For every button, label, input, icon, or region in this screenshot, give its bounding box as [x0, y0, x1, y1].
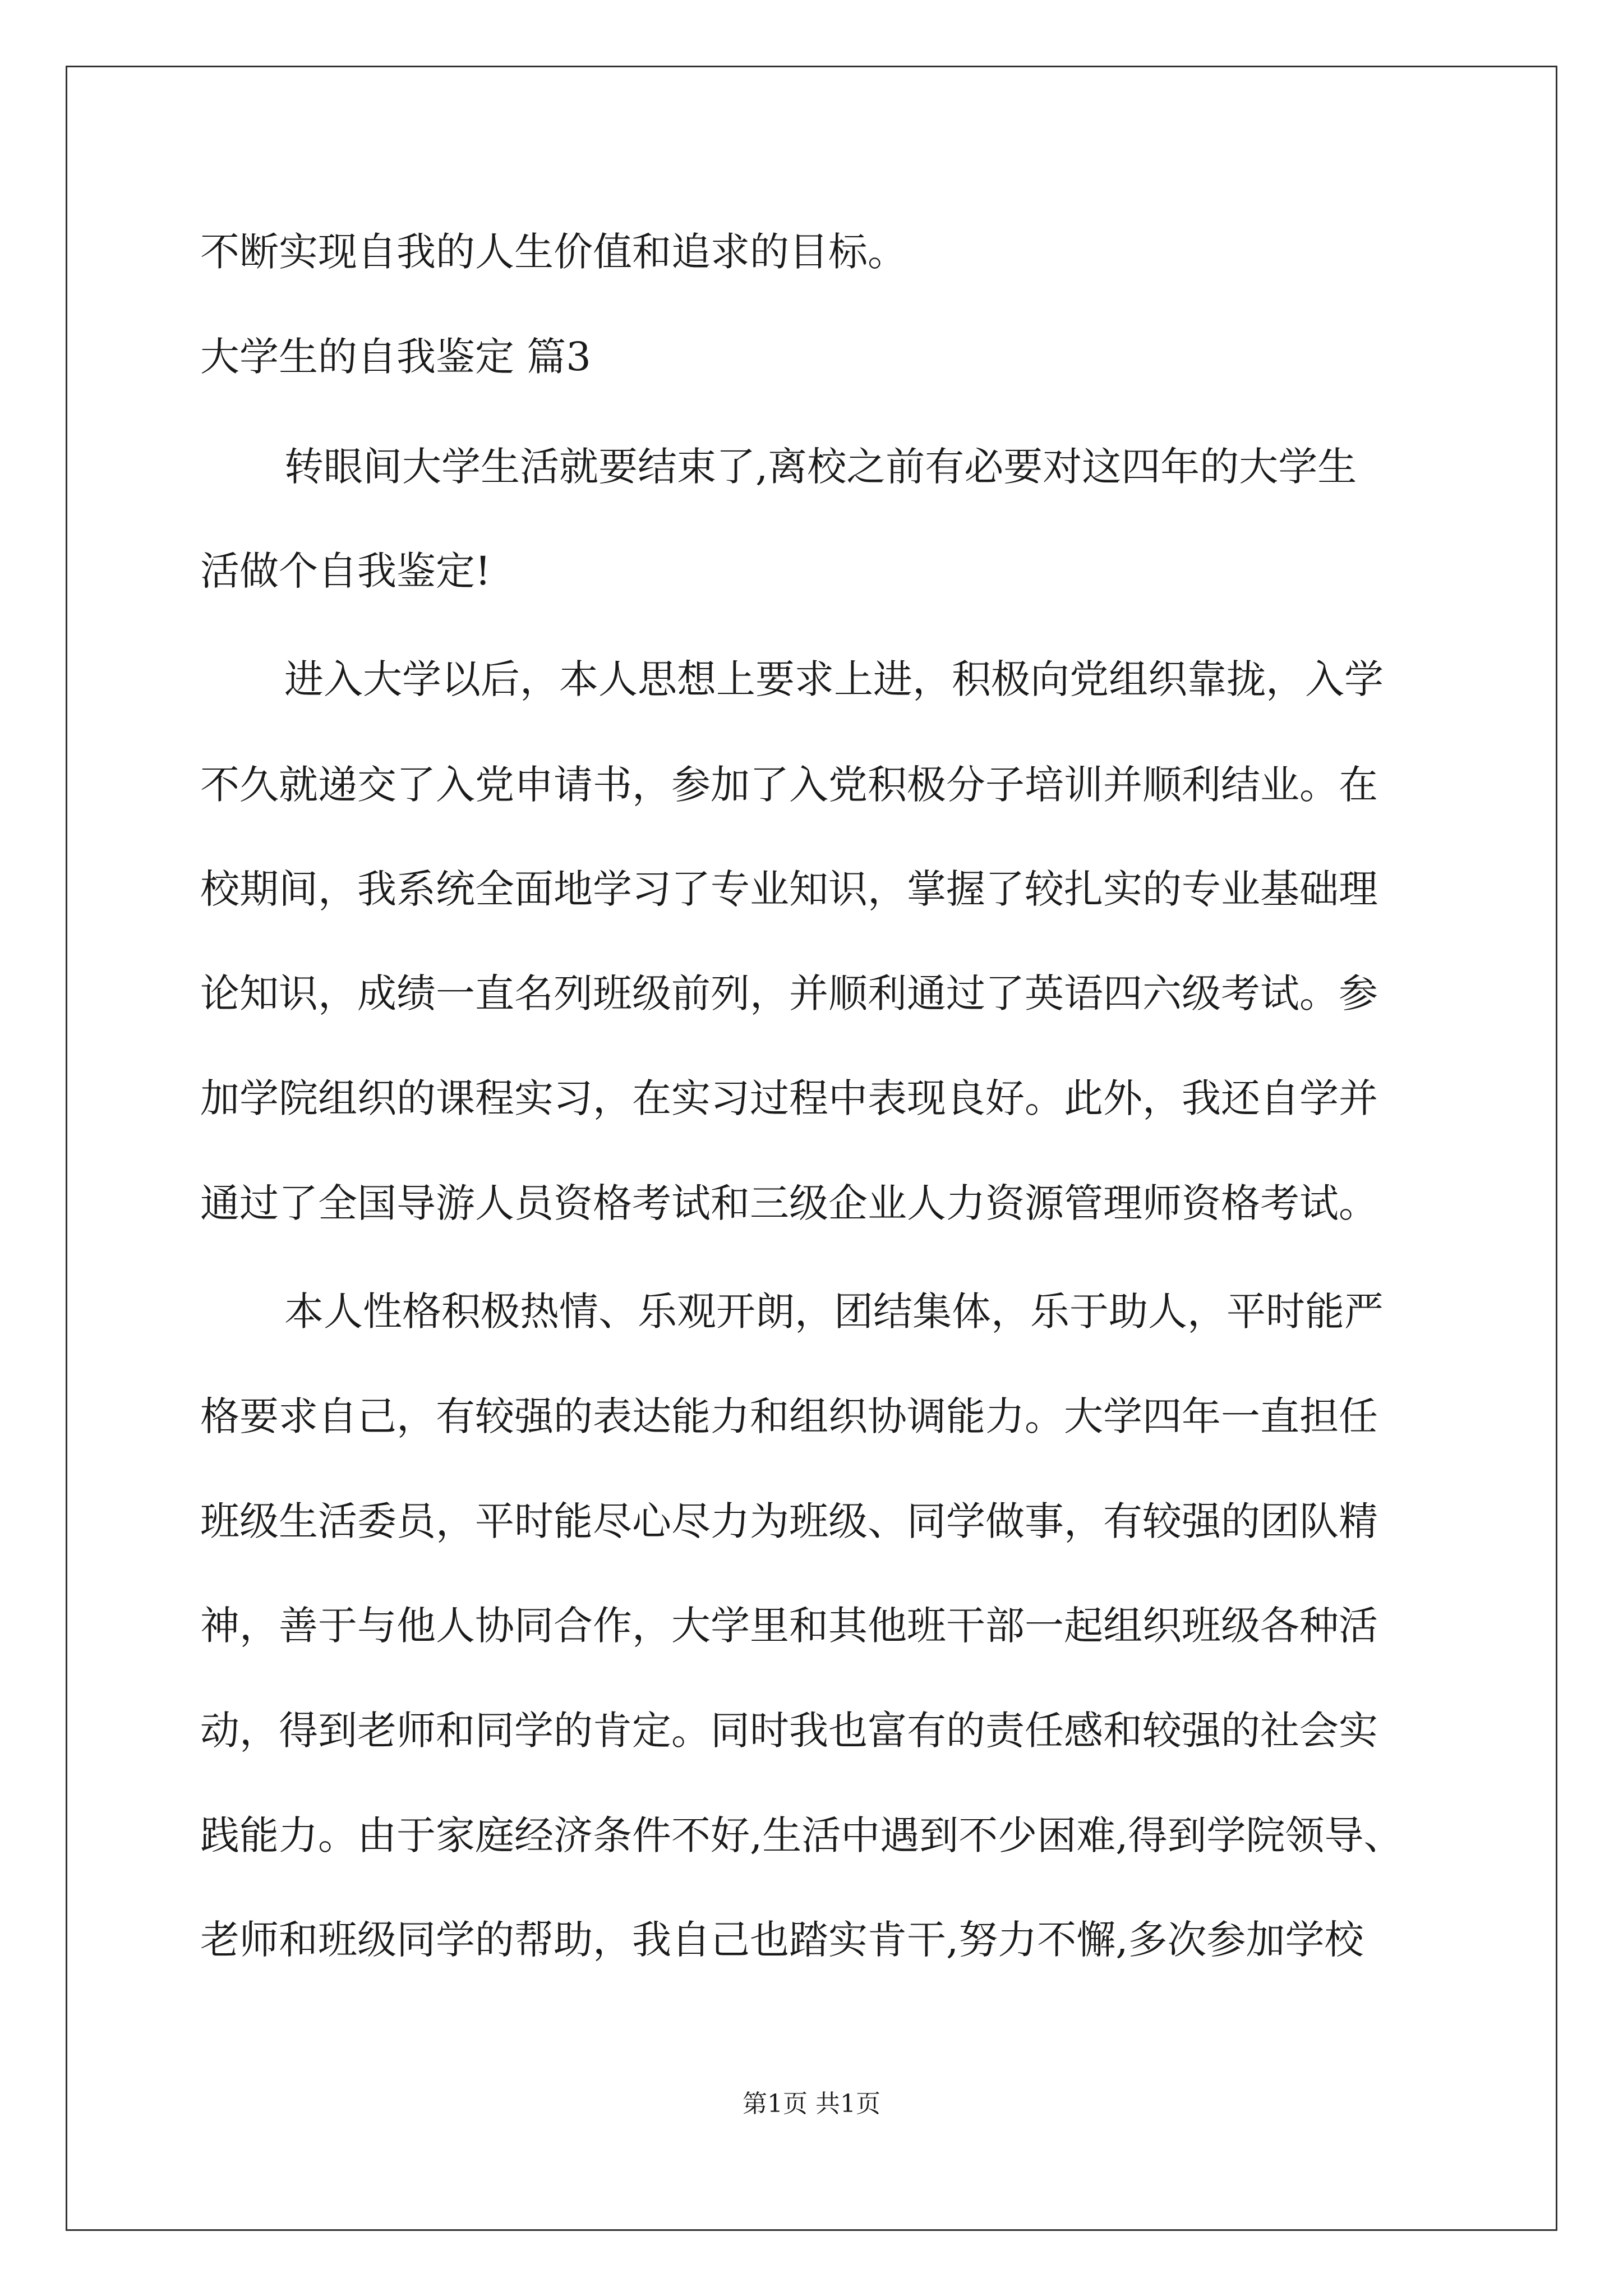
- text-line: 论知识，成绩一直名列班级前列，并顺利通过了英语四六级考试。参: [200, 970, 1378, 1016]
- text-line: 不断实现自我的人生价值和追求的目标。: [200, 229, 907, 275]
- page-number-footer: 第1页 共1页: [743, 2090, 880, 2118]
- text-line: 格要求自己，有较强的表达能力和组织协调能力。大学四年一直担任: [200, 1393, 1378, 1439]
- section-heading: 大学生的自我鉴定 篇3: [200, 334, 591, 380]
- text-line: 活做个自我鉴定!: [200, 548, 491, 594]
- text-line: 进入大学以后，本人思想上要求上进，积极向党组织靠拢，入学: [284, 656, 1384, 702]
- text-line: 加学院组织的课程实习，在实习过程中表现良好。此外，我还自学并: [200, 1075, 1378, 1121]
- text-line: 动，得到老师和同学的肯定。同时我也富有的责任感和较强的社会实: [200, 1708, 1378, 1754]
- text-line: 不久就递交了入党申请书，参加了入党积极分子培训并顺利结业。在: [200, 762, 1378, 808]
- page-border: [66, 66, 1557, 2231]
- text-line: 老师和班级同学的帮助，我自己也踏实肯干,努力不懈,多次参加学校: [200, 1917, 1364, 1963]
- text-line: 转眼间大学生活就要结束了,离校之前有必要对这四年的大学生: [284, 444, 1357, 490]
- text-line: 通过了全国导游人员资格考试和三级企业人力资源管理师资格考试。: [200, 1180, 1378, 1226]
- text-line: 神，善于与他人协同合作，大学里和其他班干部一起组织班级各种活: [200, 1603, 1378, 1649]
- text-line: 校期间，我系统全面地学习了专业知识，掌握了较扎实的专业基础理: [200, 866, 1378, 912]
- text-line: 践能力。由于家庭经济条件不好,生活中遇到不少困难,得到学院领导、: [200, 1812, 1403, 1858]
- text-line: 本人性格积极热情、乐观开朗，团结集体，乐于助人，平时能严: [284, 1289, 1384, 1335]
- text-line: 班级生活委员，平时能尽心尽力为班级、同学做事，有较强的团队精: [200, 1498, 1378, 1544]
